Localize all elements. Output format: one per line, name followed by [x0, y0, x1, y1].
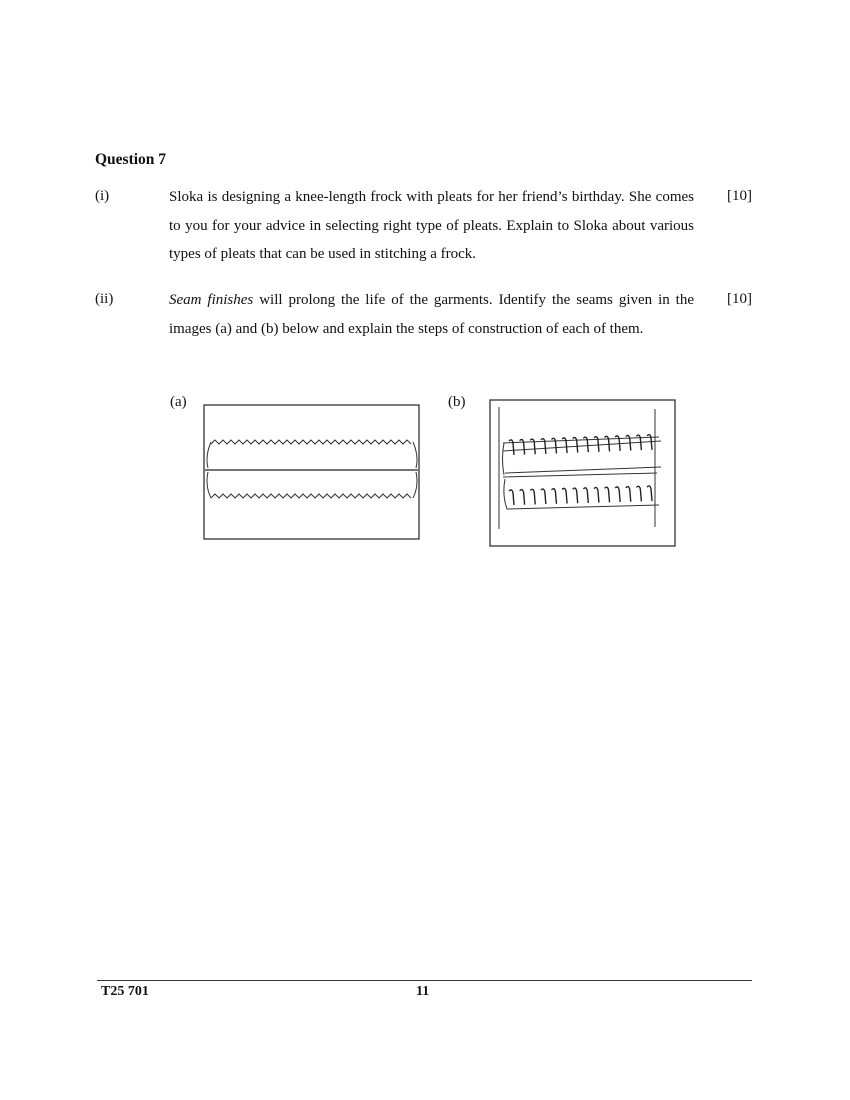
overcast-stitch	[520, 439, 525, 454]
overcast-stitch	[636, 486, 641, 501]
overcast-stitch	[605, 487, 610, 502]
overcast-stitch	[541, 439, 546, 454]
overcast-stitch	[530, 439, 535, 454]
figure-a-label: (a)	[170, 394, 187, 410]
overcast-stitch	[583, 488, 588, 503]
pinked-seam-illustration	[203, 404, 421, 542]
overcast-stitch	[509, 490, 514, 505]
part-2-emphasis: Seam finishes	[169, 292, 254, 308]
part-2-number: (ii)	[95, 291, 114, 307]
question-title: Question 7	[95, 151, 167, 168]
part-1-marks: [10]	[727, 188, 752, 204]
overcast-stitch	[562, 488, 567, 503]
part-1-text: Sloka is designing a knee-length frock with pleats for her friend’s birthday. She comes to you for your advice in selecting right type of pleats. Explain to Sloka about various types of pleats that can be used in stitching a frock.	[169, 189, 694, 262]
overcast-stitch	[594, 487, 599, 502]
footer-page-number: 11	[416, 984, 430, 999]
overcast-stitch	[647, 486, 652, 501]
overcast-stitch	[520, 490, 525, 505]
figure-b-label: (b)	[448, 394, 466, 410]
overcast-stitch	[626, 487, 631, 502]
overcast-stitch	[541, 489, 546, 504]
overcast-stitch	[551, 489, 556, 504]
part-2-text-rest: will prolong the life of the garments. Identify the seams given in the images (a) and (b) below and explain the steps of construction of each of them.	[169, 292, 694, 337]
footer-divider	[97, 980, 752, 981]
overcast-stitch	[530, 489, 535, 504]
overcast-stitch	[509, 440, 514, 455]
part-2-marks: [10]	[727, 291, 752, 307]
part-2-text	[169, 286, 694, 343]
overcast-stitch	[573, 488, 578, 503]
overcast-seam-illustration	[489, 399, 678, 549]
part-1-number: (i)	[95, 188, 110, 204]
overcast-stitch	[615, 487, 620, 502]
footer-paper-code: T25 701	[101, 984, 149, 999]
